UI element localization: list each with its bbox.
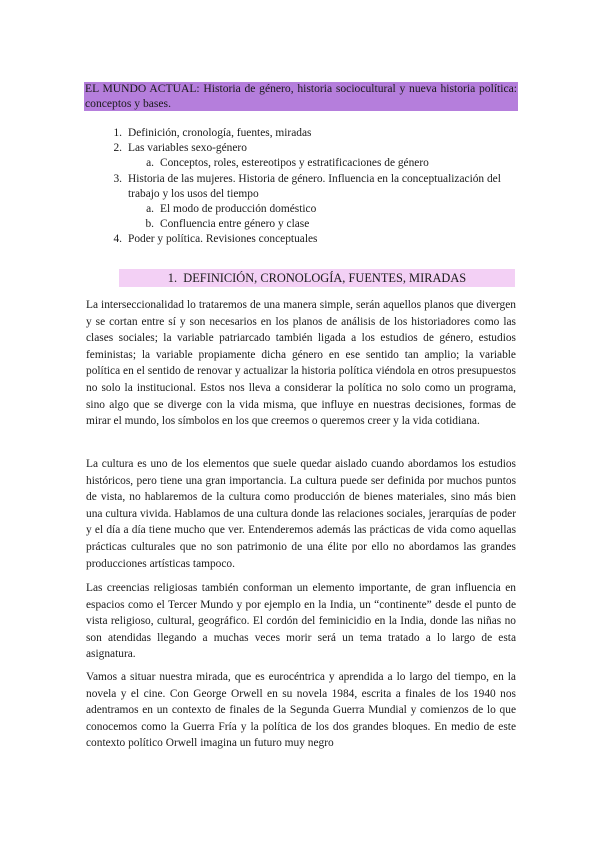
toc-text: Definición, cronología, fuentes, miradas	[128, 127, 312, 139]
toc-text: Conceptos, roles, estereotipos y estratificaciones de género	[160, 157, 429, 170]
document-title: EL MUNDO ACTUAL: Historia de género, historia sociocultural y nueva historia política: conceptos y bases.	[85, 82, 517, 110]
section-number: 1.	[167, 271, 178, 285]
paragraph: La interseccionalidad lo trataremos de una manera simple, serán aquellos planos que divergen y se cortan entre sí y son necesarios en los planos de análisis de los historiadores como las clases sociales; la variable patriarcado también ligada a los estudios de género, estudios feministas; la variable propiamente dicha género en ese sentido tan amplio; la variable política en el sentido de renovar y actualizar la historia política viéndola en otros presupuestos no solo la institucional. Estos nos lleva a considerar la política no solo como un programa, sino algo que se diverge con la vida misma, que influye en nuestras decisiones, formas de mirar el mundo, los símbolos en los que creemos o queremos creer y la vida cotidiana.	[86, 299, 516, 428]
toc-item	[84, 126, 524, 141]
toc-item	[84, 172, 524, 202]
paragraph: Las creencias religiosas también conforman un elemento importante, de gran influencia en espacios como el Tercer Mundo y por ejemplo en la India, un “continente” desde el punto de vista religioso, cultural, geográfico. El cordón del feminicidio en la India, donde las niñas no son atendidas llegando a muchas veces morir será un tema tratado a lo largo de esta asignatura.	[86, 582, 516, 661]
table-of-contents	[84, 126, 524, 248]
toc-item	[84, 232, 524, 247]
toc-text: El modo de producción doméstico	[160, 203, 317, 216]
toc-text: Las variables sexo-género	[128, 142, 247, 155]
toc-subitem	[84, 217, 524, 232]
toc-text: Confluencia entre género y clase	[160, 218, 310, 231]
paragraph: Vamos a situar nuestra mirada, que es eurocéntrica y aprendida a lo largo del tiempo, en la novela y el cine. Con George Orwell en su novela 1984, escrita a finales de los 1940 nos adentramos en un contexto de finales de la Segunda Guerra Mundial y comienzos de lo que conocemos como la Guerra Fría y la política de los dos grandes bloques. En medio de este contexto político Orwell imagina un futuro muy negro	[86, 671, 516, 750]
toc-text: Poder y política. Revisiones conceptuales	[128, 233, 318, 246]
section-heading	[119, 269, 515, 287]
toc-subitem	[84, 156, 524, 171]
toc-number: 3.	[113, 172, 122, 185]
toc-number: 2.	[113, 142, 122, 155]
toc-item	[84, 141, 524, 156]
toc-text: Historia de las mujeres. Historia de género. Influencia en la conceptualización del trabajo y los usos del tiempo	[128, 172, 501, 200]
paragraph: La cultura es uno de los elementos que suele quedar aislado cuando abordamos los estudios históricos, pero tiene una gran importancia. La cultura puede ser definida por muchos puntos de vista, no hablaremos de la cultura como producción de bienes materiales, sino más bien una cultura vivida. Hablamos de una cultura donde las relaciones sociales, jerarquías de poder y el día a día tiene mucho que ver. Entenderemos además las prácticas de vida como aquellas prácticas culturales que no son patrimonio de una élite por ello no abordamos las grandes producciones artísticas tampoco.	[86, 458, 516, 570]
toc-number: 4.	[113, 233, 122, 246]
toc-number: a.	[146, 203, 154, 216]
section-heading-text: DEFINICIÓN, CRONOLOGÍA, FUENTES, MIRADAS	[183, 271, 467, 285]
toc-number: b.	[145, 218, 154, 231]
toc-subitem	[84, 202, 524, 217]
toc-number: 1.	[113, 127, 122, 139]
toc-number: a.	[146, 157, 154, 170]
